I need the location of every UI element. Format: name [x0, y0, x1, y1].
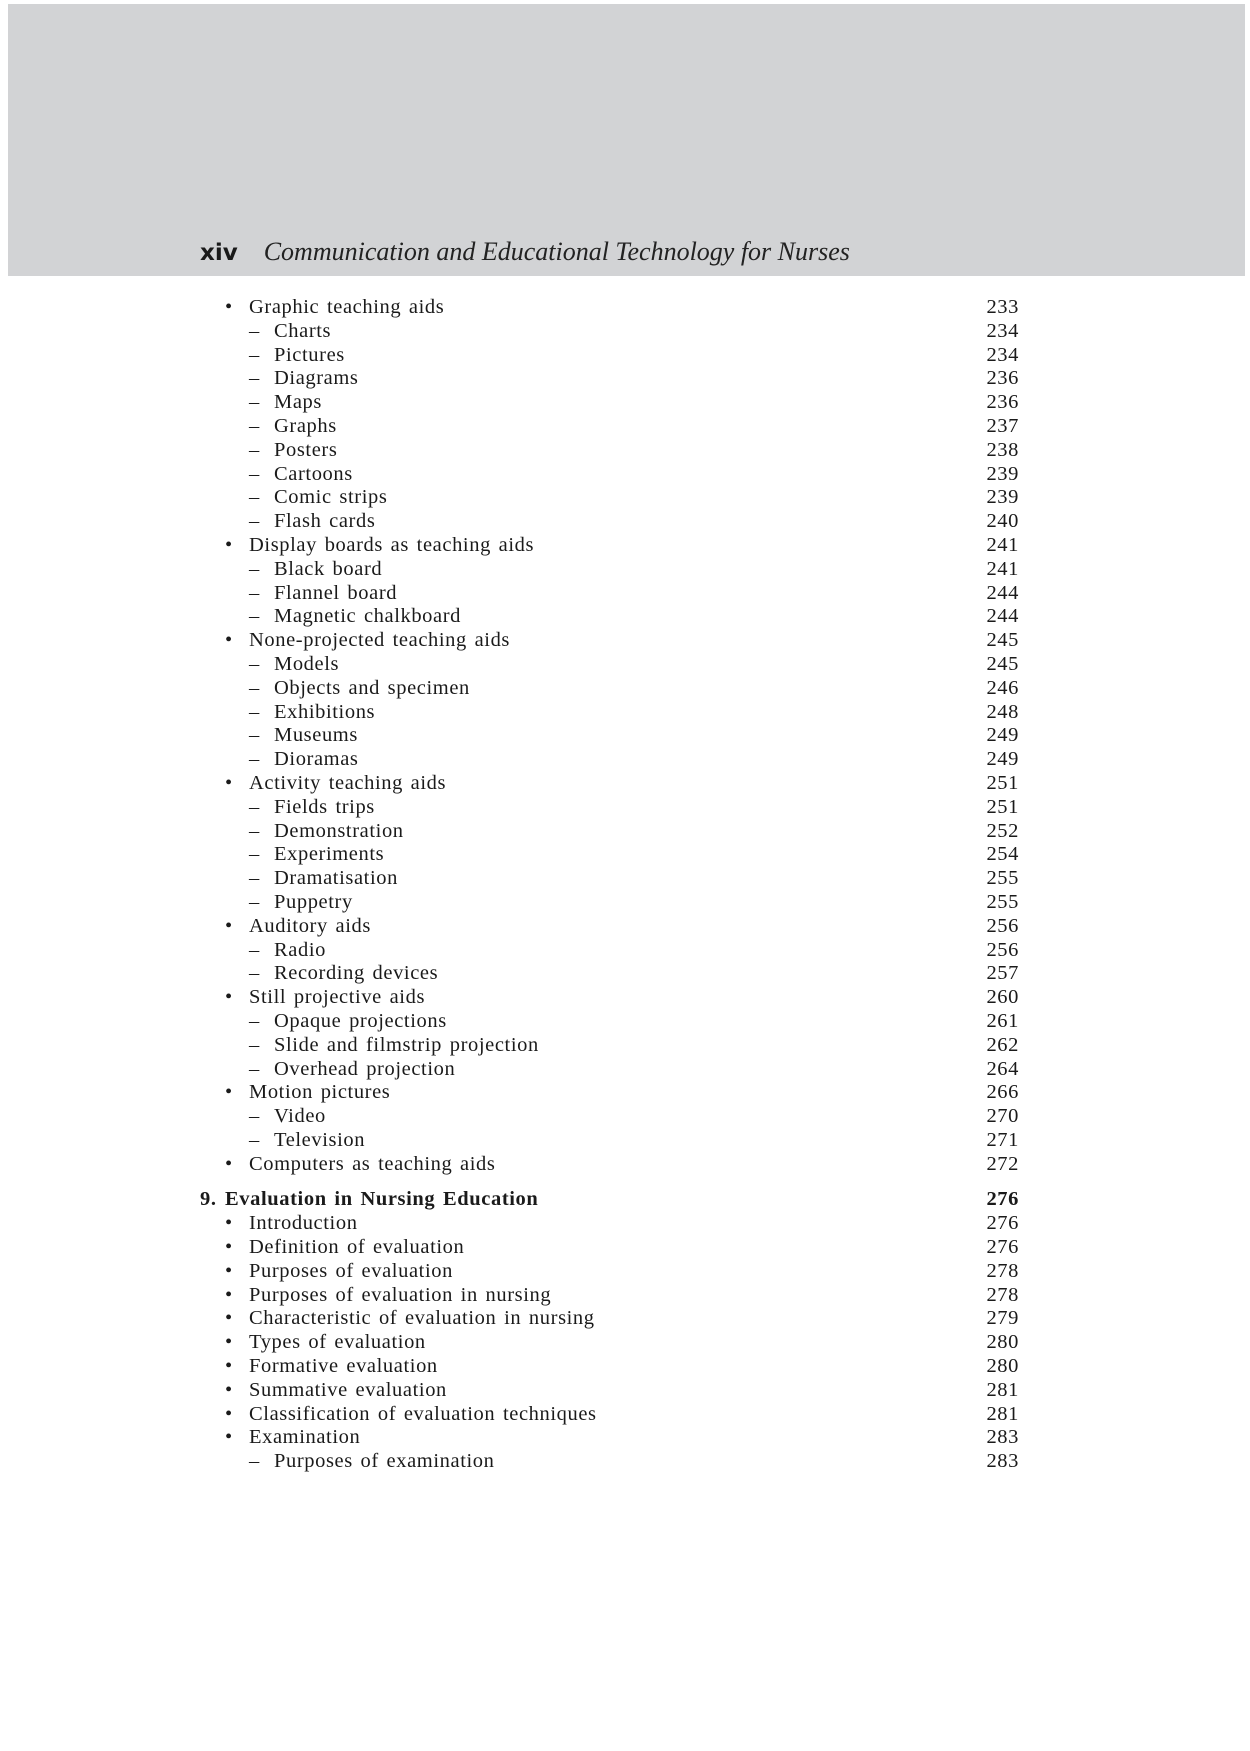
toc-page-number: 244: [986, 581, 1019, 604]
toc-entry-label: Objects and specimen: [274, 676, 470, 699]
toc-entry-label: Dioramas: [274, 748, 359, 771]
toc-entry-label: Pictures: [274, 343, 345, 366]
toc-page-number: 256: [986, 914, 1019, 937]
toc-entry-label: Charts: [274, 319, 332, 342]
toc-entry-label: Graphic teaching aids: [249, 296, 445, 318]
toc-subsection-entry: [0, 724, 1250, 748]
toc-entry-label: Purposes of evaluation: [249, 1259, 453, 1282]
dash-marker: –: [249, 700, 260, 723]
toc-page-number: 237: [986, 414, 1019, 437]
toc-entry-label: Introduction: [249, 1212, 358, 1235]
toc-page-number: 264: [986, 1057, 1019, 1080]
toc-subsection-entry: [0, 558, 1250, 582]
dash-marker: –: [249, 819, 260, 842]
toc-page-number: 266: [986, 1081, 1019, 1104]
chapter-number: 9.: [200, 1188, 217, 1211]
bullet-marker: •: [225, 1152, 233, 1175]
toc-subsection-entry: [0, 605, 1250, 629]
toc-section-entry: [0, 1236, 1250, 1260]
toc-page-number: 280: [986, 1355, 1019, 1378]
dash-marker: –: [249, 510, 260, 533]
toc-entry-label: Dramatisation: [274, 867, 398, 890]
bullet-marker: •: [225, 1307, 233, 1330]
dash-marker: –: [249, 605, 260, 628]
toc-entry-label: Comic strips: [274, 486, 388, 509]
toc-page-number: 249: [986, 748, 1019, 771]
toc-entry-label: Television: [274, 1128, 366, 1151]
toc-subsection-entry: [0, 367, 1250, 391]
toc-section-entry: [0, 1284, 1250, 1308]
toc-entry-label: Puppetry: [274, 890, 353, 913]
toc-subsection-entry: [0, 320, 1250, 344]
bullet-marker: •: [225, 533, 233, 556]
toc-page-number: 239: [986, 486, 1019, 509]
toc-page-number: 233: [986, 296, 1019, 318]
toc-subsection-entry: [0, 486, 1250, 510]
toc-section-entry: [0, 1212, 1250, 1236]
toc-page-number: 236: [986, 391, 1019, 414]
dash-marker: –: [249, 1450, 260, 1473]
toc-entry-label: Evaluation in Nursing Education: [225, 1188, 539, 1211]
toc-entry-label: Display boards as teaching aids: [249, 533, 535, 556]
toc-entry-label: Magnetic chalkboard: [274, 605, 462, 628]
toc-entry-label: Opaque projections: [274, 1009, 447, 1032]
toc-page-number: 251: [986, 771, 1019, 794]
dash-marker: –: [249, 462, 260, 485]
toc-entry-label: Radio: [274, 938, 326, 961]
toc-page-number: 283: [986, 1426, 1019, 1449]
toc-page-number: 238: [986, 438, 1019, 461]
toc-page-number: 248: [986, 700, 1019, 723]
toc-entry-label: Activity teaching aids: [249, 771, 447, 794]
toc-subsection-entry: [0, 463, 1250, 487]
toc-subsection-entry: [0, 820, 1250, 844]
toc-page-number: 251: [986, 795, 1019, 818]
toc-section-entry: [0, 1307, 1250, 1331]
bullet-marker: •: [225, 986, 233, 1009]
toc-entry-label: Computers as teaching aids: [249, 1152, 496, 1175]
toc-subsection-entry: [0, 1105, 1250, 1129]
toc-entry-label: Characteristic of evaluation in nursing: [249, 1307, 595, 1330]
toc-section-entry: [0, 1331, 1250, 1355]
toc-page-number: 276: [986, 1188, 1019, 1211]
toc-page-number: 241: [986, 533, 1019, 556]
toc-chapter-entry: [0, 1188, 1250, 1212]
dash-marker: –: [249, 391, 260, 414]
dash-marker: –: [249, 938, 260, 961]
dash-marker: –: [249, 652, 260, 675]
toc-subsection-entry: [0, 796, 1250, 820]
toc-entry-label: Maps: [274, 391, 322, 414]
toc-page-number: 236: [986, 367, 1019, 390]
toc-page-number: 239: [986, 462, 1019, 485]
toc-entry-label: Cartoons: [274, 462, 353, 485]
toc-page-number: 276: [986, 1236, 1019, 1259]
toc-page-number: 271: [986, 1128, 1019, 1151]
toc-entry-label: Exhibitions: [274, 700, 376, 723]
toc-entry-label: Posters: [274, 438, 338, 461]
toc-page-number: 279: [986, 1307, 1019, 1330]
toc-entry-label: Graphs: [274, 414, 337, 437]
dash-marker: –: [249, 724, 260, 747]
toc-entry-label: Classification of evaluation techniques: [249, 1402, 597, 1425]
dash-marker: –: [249, 319, 260, 342]
toc-subsection-entry: [0, 391, 1250, 415]
dash-marker: –: [249, 748, 260, 771]
dash-marker: –: [249, 367, 260, 390]
toc-page-number: 257: [986, 962, 1019, 985]
toc-entry-label: Museums: [274, 724, 358, 747]
dash-marker: –: [249, 1033, 260, 1056]
toc-subsection-entry: [0, 748, 1250, 772]
toc-subsection-entry: [0, 415, 1250, 439]
toc-section-entry: [0, 1081, 1250, 1105]
bullet-marker: •: [225, 1426, 233, 1449]
toc-entry-label: Models: [274, 652, 340, 675]
toc-subsection-entry: [0, 962, 1250, 986]
toc-entry-label: Still projective aids: [249, 986, 426, 1009]
bullet-marker: •: [225, 1259, 233, 1282]
dash-marker: –: [249, 343, 260, 366]
toc-subsection-entry: [0, 510, 1250, 534]
toc-subsection-entry: [0, 701, 1250, 725]
toc-entry-label: Slide and filmstrip projection: [274, 1033, 539, 1056]
toc-page-number: 281: [986, 1378, 1019, 1401]
toc-entry-label: Diagrams: [274, 367, 359, 390]
dash-marker: –: [249, 1105, 260, 1128]
toc-entry-label: Auditory aids: [249, 914, 371, 937]
dash-marker: –: [249, 414, 260, 437]
toc-subsection-entry: [0, 582, 1250, 606]
toc-subsection-entry: [0, 677, 1250, 701]
toc-page-number: 245: [986, 652, 1019, 675]
toc-entry-label: Experiments: [274, 843, 385, 866]
toc-entry-label: None-projected teaching aids: [249, 629, 511, 652]
toc-page-number: 254: [986, 843, 1019, 866]
toc-page-number: 270: [986, 1105, 1019, 1128]
toc-subsection-entry: [0, 344, 1250, 368]
toc-page-number: 278: [986, 1283, 1019, 1306]
toc-page-number: 281: [986, 1402, 1019, 1425]
toc-entry-label: Overhead projection: [274, 1057, 456, 1080]
dash-marker: –: [249, 486, 260, 509]
bullet-marker: •: [225, 1212, 233, 1235]
dash-marker: –: [249, 795, 260, 818]
running-head: [200, 237, 850, 271]
dash-marker: –: [249, 1009, 260, 1032]
toc-entry-label: Flannel board: [274, 581, 398, 604]
toc-page-number: 246: [986, 676, 1019, 699]
toc-section-entry: [0, 1426, 1250, 1450]
dash-marker: –: [249, 1128, 260, 1151]
dash-marker: –: [249, 581, 260, 604]
toc-subsection-entry: [0, 939, 1250, 963]
dash-marker: –: [249, 438, 260, 461]
toc-page-number: 261: [986, 1009, 1019, 1032]
toc-entry-label: Video: [274, 1105, 326, 1128]
toc-subsection-entry: [0, 867, 1250, 891]
toc-page-number: 255: [986, 890, 1019, 913]
toc-page-number: 272: [986, 1152, 1019, 1175]
toc-entry-label: Black board: [274, 557, 383, 580]
toc-page-number: 245: [986, 629, 1019, 652]
table-of-contents: [0, 296, 1250, 1474]
toc-section-entry: [0, 1153, 1250, 1177]
page-number: xiv: [200, 240, 238, 266]
toc-subsection-entry: [0, 439, 1250, 463]
toc-page-number: 283: [986, 1450, 1019, 1473]
toc-page-number: 255: [986, 867, 1019, 890]
toc-subsection-entry: [0, 1010, 1250, 1034]
dash-marker: –: [249, 676, 260, 699]
toc-page-number: 244: [986, 605, 1019, 628]
toc-subsection-entry: [0, 891, 1250, 915]
dash-marker: –: [249, 962, 260, 985]
bullet-marker: •: [225, 1081, 233, 1104]
dash-marker: –: [249, 1057, 260, 1080]
dash-marker: –: [249, 557, 260, 580]
bullet-marker: •: [225, 629, 233, 652]
bullet-marker: •: [225, 914, 233, 937]
dash-marker: –: [249, 867, 260, 890]
toc-page-number: 249: [986, 724, 1019, 747]
dash-marker: –: [249, 843, 260, 866]
toc-page-number: 241: [986, 557, 1019, 580]
toc-section-entry: [0, 772, 1250, 796]
toc-entry-label: Definition of evaluation: [249, 1236, 465, 1259]
toc-section-entry: [0, 915, 1250, 939]
toc-entry-label: Motion pictures: [249, 1081, 391, 1104]
toc-subsection-entry: [0, 1450, 1250, 1474]
bullet-marker: •: [225, 1378, 233, 1401]
toc-page-number: 262: [986, 1033, 1019, 1056]
toc-section-entry: [0, 1403, 1250, 1427]
toc-subsection-entry: [0, 1129, 1250, 1153]
toc-section-entry: [0, 1260, 1250, 1284]
toc-page-number: 240: [986, 510, 1019, 533]
toc-subsection-entry: [0, 653, 1250, 677]
toc-section-entry: [0, 296, 1250, 320]
toc-section-entry: [0, 534, 1250, 558]
bullet-marker: •: [225, 1236, 233, 1259]
toc-subsection-entry: [0, 1058, 1250, 1082]
dash-marker: –: [249, 890, 260, 913]
toc-entry-label: Demonstration: [274, 819, 404, 842]
toc-entry-label: Flash cards: [274, 510, 376, 533]
toc-section-entry: [0, 1355, 1250, 1379]
toc-subsection-entry: [0, 843, 1250, 867]
toc-section-entry: [0, 629, 1250, 653]
toc-entry-label: Summative evaluation: [249, 1378, 447, 1401]
book-title: Communication and Educational Technology for Nurses: [263, 237, 850, 266]
toc-entry-label: Fields trips: [274, 795, 375, 818]
bullet-marker: •: [225, 771, 233, 794]
toc-page-number: 234: [986, 319, 1019, 342]
toc-page-number: 280: [986, 1331, 1019, 1354]
bullet-marker: •: [225, 1283, 233, 1306]
toc-entry-label: Formative evaluation: [249, 1355, 438, 1378]
toc-subsection-entry: [0, 1034, 1250, 1058]
toc-page-number: 278: [986, 1259, 1019, 1282]
toc-entry-label: Types of evaluation: [249, 1331, 426, 1354]
bullet-marker: •: [225, 296, 233, 318]
toc-page-number: 260: [986, 986, 1019, 1009]
toc-page-number: 276: [986, 1212, 1019, 1235]
toc-section-entry: [0, 986, 1250, 1010]
bullet-marker: •: [225, 1355, 233, 1378]
toc-entry-label: Examination: [249, 1426, 361, 1449]
toc-page-number: 256: [986, 938, 1019, 961]
toc-entry-label: Purposes of evaluation in nursing: [249, 1283, 552, 1306]
toc-page-number: 234: [986, 343, 1019, 366]
toc-page-number: 252: [986, 819, 1019, 842]
toc-entry-label: Purposes of examination: [274, 1450, 495, 1473]
toc-entry-label: Recording devices: [274, 962, 439, 985]
bullet-marker: •: [225, 1402, 233, 1425]
header-band: [8, 4, 1245, 276]
toc-section-entry: [0, 1379, 1250, 1403]
bullet-marker: •: [225, 1331, 233, 1354]
